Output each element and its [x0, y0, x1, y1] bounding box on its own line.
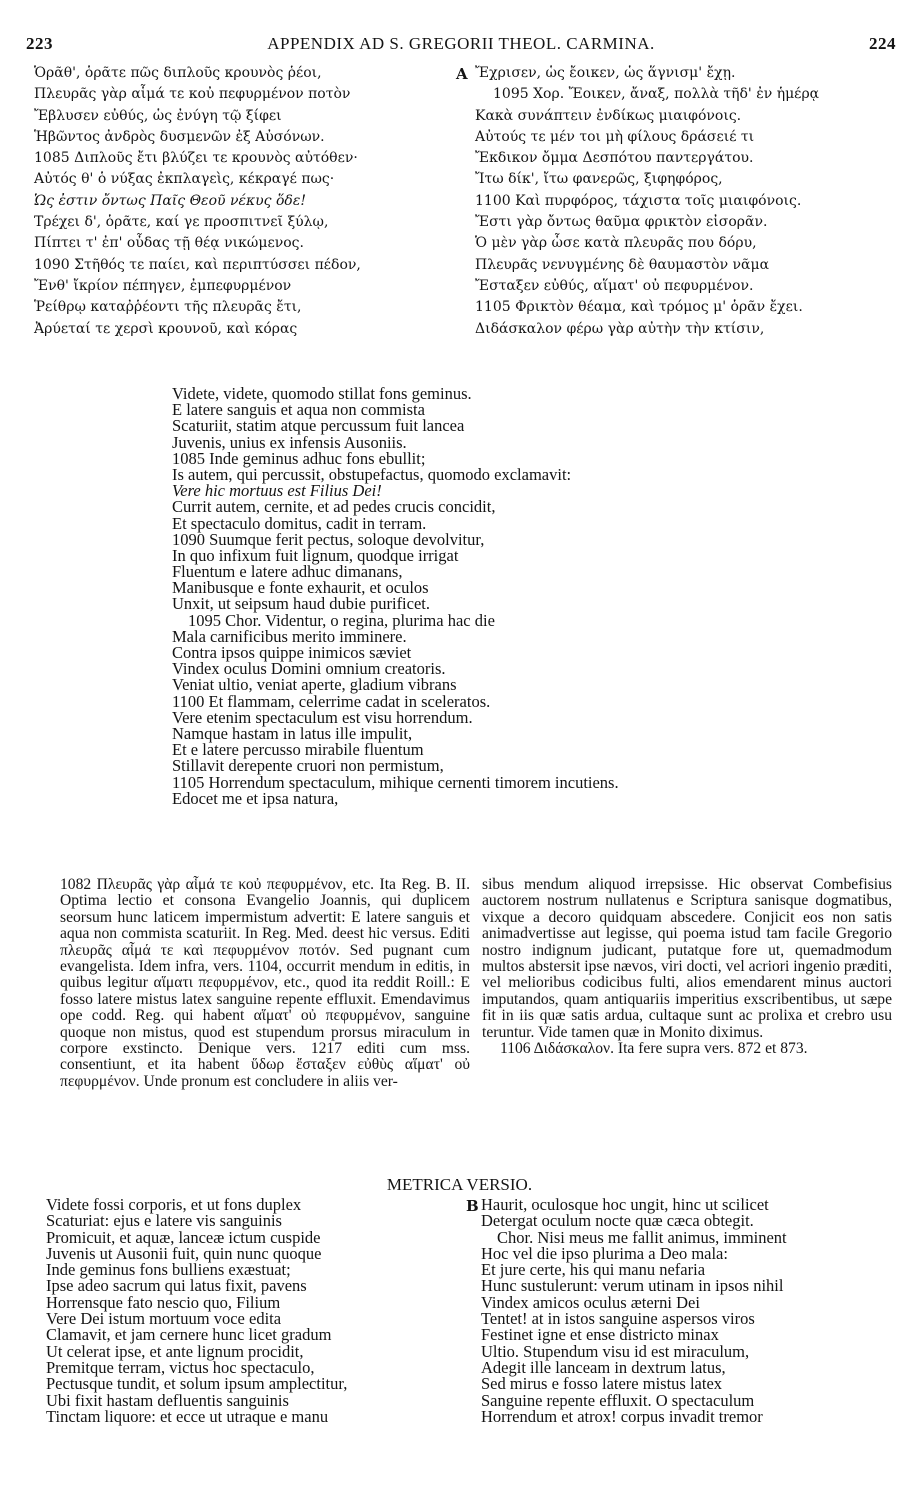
latin-line: 1095 Chor. Videntur, o regina, plurima hac die [188, 610, 495, 630]
greek-line: Πλευρᾶς νενυγμένης δὲ θαυμαστὸν νᾶμα [475, 256, 770, 273]
greek-line: Ῥείθρῳ καταῤῥέοντι τῆς πλευρᾶς ἔτι, [34, 299, 302, 316]
metrica-line: Chor. Nisi meus me fallit animus, imminent [497, 1227, 787, 1247]
commentary-right-column [482, 877, 892, 1057]
latin-line: Stillavit derepente cruori non permistum, [172, 756, 444, 776]
latin-line: 1105 Horrendum spectaculum, mihique cernenti timorem incutiens. [172, 772, 619, 792]
latin-line: Vere hic mortuus est Filius Dei! [172, 481, 382, 501]
metrica-line: Horrendum et atrox! corpus invadit tremor [481, 1406, 763, 1426]
greek-line: 1105 Φρικτὸν θέαμα, καὶ τρόμος μ' ὁρᾶν ἔχει. [475, 299, 803, 316]
commentary-paragraph: 1082 Πλευρᾶς γὰρ αἷμά τε κοὐ πεφυρμένον, etc. Ita Reg. B. II. Optima lectio et consona Evangelio Joannis, qui duplicem seorsum hunc laticem impermistum advertit: E latere sanguis et aqua non commista scaturiit. In Reg. Med. deest hic versus. Editi πλευρᾶς αἷμά τε καὶ πεφυρμένον ποτόν. Sed pugnant cum evangelista. Idem infra, vers. 1104, occurrit mendum in editis, in quibus legitur αἵματι πεφυρμένον, etc., quod ita reddit Roill.: E fosso latere mistus latex sanguine repente effluxit. Emendavimus ope codd. Reg. qui habent αἵματ' οὐ πεφυρμένον, sanguine quoque non mistus, quod est stupendum prorsus miraculum in corpore exstincto. Denique vers. 1217 editi cum mss. consentiunt, et ita habent ὕδωρ ἔσταξεν εὐθὺς αἵματ' οὐ πεφυρμένον. Unde pronum est concludere in aliis ver- [60, 876, 470, 1090]
metrica-line: Ipse adeo sacrum qui latus fixit, pavens [46, 1276, 307, 1296]
greek-line: Κακὰ συνάπτειν ἐνδίκως μιαιφόνοις. [475, 107, 742, 124]
greek-line: Ὡς ἐστιν ὄντως Παῖς Θεοῦ νέκυς ὅδε! [34, 192, 306, 209]
greek-line: Πίπτει τ' ἐπ' οὖδας τῇ θέᾳ νικώμενος. [34, 235, 304, 252]
metrica-line: Ubi fixit hastam defluentis sanguinis [46, 1390, 289, 1410]
latin-line: E latere sanguis et aqua non commista [172, 400, 425, 420]
latin-line: Videte, videte, quomodo stillat fons geminus. [172, 384, 472, 403]
page-number-right: 224 [869, 34, 896, 53]
latin-translation [172, 386, 872, 807]
greek-line: Αὐτούς τε μέν τοι μὴ φίλους δράσειέ τι [475, 128, 755, 145]
metrica-line: Promicuit, et aquæ, lanceæ ictum cuspide [46, 1227, 321, 1247]
metrica-line: Horrensque fato nescio quo, Filium [46, 1292, 281, 1312]
greek-line: 1095 Χορ. Ἔοικεν, ἄναξ, πολλὰ τῆδ' ἐν ἡμέρᾳ [493, 86, 820, 103]
margin-marker-a: A [456, 65, 468, 83]
metrica-line: Scaturiat: ejus e latere vis sanguinis [46, 1211, 282, 1231]
greek-line: Τρέχει δ', ὁρᾶτε, καί γε προσπιτνεῖ ξύλῳ, [34, 214, 329, 231]
latin-line: Edocet me et ipsa natura, [172, 788, 339, 808]
metrica-line: Vindex amicos oculus æterni Dei [481, 1292, 700, 1312]
metrica-line: Festinet igne et ense districto minax [481, 1325, 719, 1345]
greek-line: Ἔκδικον ὄμμα Δεσπότου παντεργάτου. [475, 150, 754, 167]
metrica-line: Ut celerat ipse, et ante lignum procidit, [46, 1341, 304, 1361]
greek-line: Αὐτός θ' ὁ νύξας ἐκπλαγεὶς, κέκραγέ πως· [34, 171, 335, 188]
latin-line: 1100 Et flammam, celerrime cadat in sceleratos. [172, 691, 491, 711]
latin-line: Scaturiit, statim atque percussum fuit lancea [172, 416, 465, 436]
greek-line: Διδάσκαλον φέρω γὰρ αὐτὴν τὴν κτίσιν, [475, 320, 765, 337]
metrica-right-column [481, 1197, 901, 1425]
greek-line: 1100 Καὶ πυρφόρος, τάχιστα τοῖς μιαιφόνοις. [475, 192, 802, 209]
latin-line: Et spectaculo domitus, cadit in terram. [172, 513, 427, 533]
latin-line: Is autem, qui percussit, obstupefactus, quomodo exclamavit: [172, 464, 572, 484]
commentary-left-column [60, 877, 470, 1090]
latin-line: In quo infixum fuit lignum, quodque irrigat [172, 545, 459, 565]
metrica-line: Haurit, oculosque hoc ungit, hinc ut scilicet [481, 1195, 769, 1214]
metrica-line: Hunc sustulerunt: verum utinam in ipsos nihil [481, 1276, 784, 1296]
metrica-line: Adegit ille lanceam in dextrum latus, [481, 1357, 726, 1377]
metrica-line: Premitque terram, victus hoc spectaculo, [46, 1357, 315, 1377]
metrica-line: Detergat oculum nocte quæ cæca obtegit. [481, 1211, 754, 1231]
latin-line: Mala carnificibus merito imminere. [172, 626, 407, 646]
latin-line: Vere etenim spectaculum est visu horrendum. [172, 707, 473, 727]
metrica-line: Ultio. Stupendum visu id est miraculum, [481, 1341, 750, 1361]
metrica-line: Sanguine repente effluxit. O spectaculum [481, 1390, 755, 1410]
metrica-left-column [46, 1197, 466, 1425]
metrica-versio-heading: METRICA VERSIO. [386, 1175, 533, 1194]
greek-line: Ἡβῶντος ἀνδρὸς δυσμενῶν ἐξ Αὐσόνων. [34, 128, 325, 145]
greek-text-left-column [34, 63, 454, 340]
latin-line: 1090 Suumque ferit pectus, soloque devolvitur, [172, 529, 485, 549]
metrica-line: Clamavit, et jam cernere hunc licet gradum [46, 1325, 332, 1345]
margin-marker-b: B [466, 1197, 479, 1215]
latin-line: Unxit, ut seipsum haud dubie purificet. [172, 594, 430, 614]
latin-line: Vindex oculus Domini omnium creatoris. [172, 659, 446, 679]
greek-line: 1090 Στῆθός τε παίει, καὶ περιπτύσσει πέδον, [34, 256, 361, 273]
latin-line: Et e latere percusso mirabile fluentum [172, 740, 424, 760]
metrica-line: Videte fossi corporis, et ut fons duplex [46, 1195, 302, 1214]
latin-line: Juvenis, unius ex infensis Ausoniis. [172, 432, 407, 452]
greek-line: Ἔστι γὰρ ὄντως θαῦμα φρικτὸν εἰσορᾶν. [475, 214, 768, 231]
greek-line: Ἀρύεταί τε χερσὶ κρουνοῦ, καὶ κόρας [34, 320, 298, 337]
greek-line: Ὁρᾶθ', ὁρᾶτε πῶς διπλοῦς κρουνὸς ῥέοι, [34, 65, 322, 81]
greek-line: 1085 Διπλοῦς ἔτι βλύζει τε κρουνὸς αὐτόθεν· [34, 150, 358, 167]
metrica-line: Juvenis ut Ausonii fuit, quin nunc quoque [46, 1243, 322, 1263]
greek-line: Ἔνθ' ἴκρίον πέπηγεν, ἐμπεφυρμένον [34, 277, 292, 294]
latin-line: Manibusque e fonte exhaurit, et oculos [172, 578, 429, 598]
greek-line: Ὁ μὲν γὰρ ὧσε κατὰ πλευρᾶς που δόρυ, [475, 235, 757, 252]
page-number-left: 223 [26, 34, 53, 53]
commentary-paragraph: sibus mendum aliquod irrepsisse. Hic observat Combefisius auctorem nostrum nullatenus e Scriptura sanisque dogmatibus, vixque a decoro quidquam abscedere. Conjicit eos non satis animadvertisse aut legisse, qui poema istud tam facile Gregorio nostro indignum judicant, putatque fore ut, quemadmodum multos abstersit ipse nævos, viri docti, vel acriori ingenio præditi, vel melioribus codicibus fulti, alios emendarent minus auctori imputandos, quam antiquariis imperitius exscribentibus, ut sæpe fit in iis quæ satis ardua, cultaque sunt ac prolixa et crebro usu teruntur. Vide tamen quæ in Monito diximus. [482, 876, 892, 1041]
latin-line: Currit autem, cernite, et ad pedes crucis concidit, [172, 497, 496, 517]
metrica-line: Vere Dei istum mortuum voce edita [46, 1309, 282, 1329]
metrica-line: Sed mirus e fosso latere mistus latex [481, 1374, 723, 1394]
metrica-line: Inde geminus fons bulliens exæstuat; [46, 1260, 291, 1280]
metrica-line: Tentet! at in istos sanguine aspersos viros [481, 1309, 755, 1329]
greek-line: Ἔβλυσεν εὐθύς, ὡς ἐνύγη τῷ ξίφει [34, 107, 282, 124]
greek-text-right-column [475, 63, 895, 340]
commentary-paragraph: 1106 Διδάσκαλον. Ita fere supra vers. 872 et 873. [500, 1040, 808, 1058]
metrica-line: Tinctam liquore: et ecce ut utraque e manu [46, 1406, 329, 1426]
page-header [26, 34, 896, 56]
latin-line: Namque hastam in latus ille impulit, [172, 723, 413, 743]
greek-line: Ἴτω δίκ', ἴτω φανερῶς, ξιφηφόρος, [475, 171, 723, 188]
greek-line: Πλευρᾶς γὰρ αἷμά τε κοὐ πεφυρμένον ποτὸν [34, 86, 351, 103]
greek-line: Ἔσταξεν εὐθύς, αἵματ' οὐ πεφυρμένον. [475, 277, 754, 294]
latin-line: Fluentum e latere adhuc dimanans, [172, 562, 403, 582]
latin-line: Contra ipsos quippe inimicos sæviet [172, 643, 412, 662]
metrica-line: Et jure certe, his qui manu nefaria [481, 1260, 706, 1280]
running-title: APPENDIX AD S. GREGORII THEOL. CARMINA. [267, 34, 655, 53]
latin-line: 1085 Inde geminus adhuc fons ebullit; [172, 448, 426, 468]
greek-line: Ἔχρισεν, ὡς ἔοικεν, ὡς ἅγνισμ' ἔχῃ. [475, 65, 736, 81]
metrica-line: Pectusque tundit, et solum ipsum amplectitur, [46, 1374, 348, 1394]
metrica-line: Hoc vel die ipso plurima a Deo mala: [481, 1243, 728, 1263]
latin-line: Veniat ultio, veniat aperte, gladium vibrans [172, 675, 457, 695]
